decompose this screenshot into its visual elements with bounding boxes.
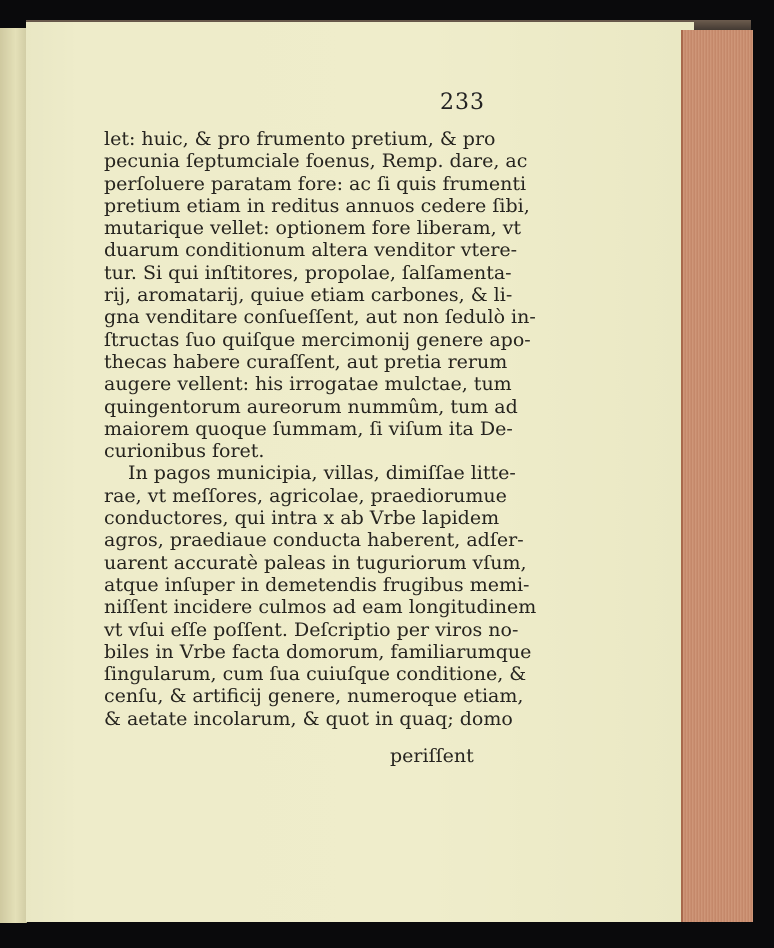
catchword: periſſent bbox=[390, 745, 474, 767]
text-line: maiorem quoque ſummam, ſi viſum ita De- bbox=[104, 417, 513, 440]
text-line: & aetate incolarum, & quot in quaq; domo bbox=[104, 707, 513, 730]
text-line: rij, aromatarij, quiue etiam carbones, & li- bbox=[104, 284, 513, 307]
text-line: vt vſui eſſe poſſent. Deſcriptio per viros no- bbox=[104, 618, 519, 641]
text-line: gna venditare conſueſſent, aut non ſedulò in- bbox=[104, 306, 536, 329]
paragraph-2 bbox=[104, 462, 537, 730]
text-line: niſſent incidere culmos ad eam longitudinem bbox=[104, 596, 537, 619]
text-line: ſingularum, cum ſua cuiuſque conditione, & bbox=[104, 663, 527, 686]
page-stack-edges bbox=[681, 30, 753, 922]
text-line: tur. Si qui inſtitores, propolae, ſalſamenta- bbox=[104, 261, 512, 284]
text-line: conductores, qui intra x ab Vrbe lapidem bbox=[104, 507, 500, 530]
text-line: agros, praediaue conducta haberent, adſer- bbox=[104, 529, 524, 552]
text-line: duarum conditionum altera venditor vtere- bbox=[104, 239, 518, 262]
text-line: curionibus foret. bbox=[104, 440, 265, 463]
text-line: pretium etiam in reditus annuos cedere ſibi, bbox=[104, 194, 530, 217]
text-line: atque inſuper in demetendis frugibus memi- bbox=[104, 573, 530, 596]
text-line: biles in Vrbe facta domorum, familiarumque bbox=[104, 640, 532, 663]
text-line: cenſu, & artificij genere, numeroque etiam, bbox=[104, 685, 524, 708]
text-line: ſtructas ſuo quiſque mercimonij genere apo- bbox=[104, 328, 531, 351]
text-line: uarent accuratè paleas in tuguriorum vſum, bbox=[104, 551, 527, 574]
facing-page-edge bbox=[0, 28, 27, 923]
paragraph-1 bbox=[104, 128, 536, 463]
text-line: augere vellent: his irrogatae mulctae, tum bbox=[104, 373, 512, 396]
text-line: perſoluere paratam fore: ac ſi quis frumenti bbox=[104, 172, 527, 195]
text-line: quingentorum aureorum nummûm, tum ad bbox=[104, 395, 518, 418]
text-line: let: huic, & pro frumento pretium, & pro bbox=[104, 128, 496, 150]
text-line: In pagos municipia, villas, dimiſſae litte- bbox=[128, 462, 516, 485]
text-line: pecunia ſeptumciale foenus, Remp. dare, ac bbox=[104, 150, 528, 173]
text-line: thecas habere curaſſent, aut pretia rerum bbox=[104, 350, 508, 373]
text-line: mutarique vellet: optionem fore liberam, vt bbox=[104, 217, 522, 240]
page-number: 233 bbox=[440, 90, 485, 115]
text-block bbox=[104, 128, 537, 730]
text-line: rae, vt meſſores, agricolae, praediorumue bbox=[104, 484, 507, 507]
